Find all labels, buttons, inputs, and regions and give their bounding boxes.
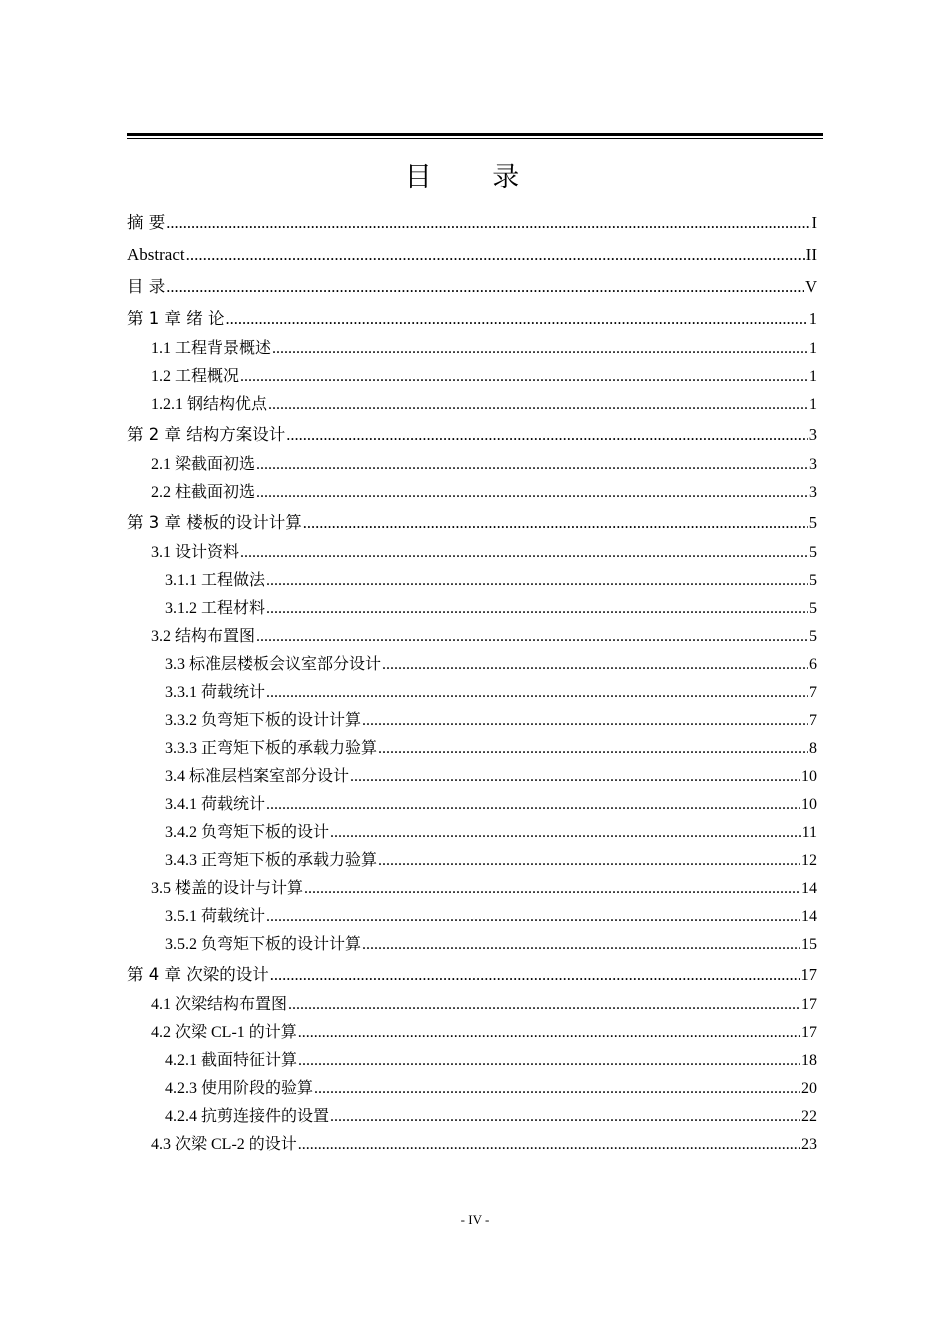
toc-entry-label: 4.2.3 使用阶段的验算 (165, 1080, 314, 1097)
toc-entry[interactable] (127, 1019, 817, 1047)
toc-entry-label: 3.5.1 荷载统计 (165, 908, 266, 925)
toc-leader-dots (166, 271, 804, 303)
toc-entry[interactable] (127, 391, 817, 419)
toc-entry-page-number: V (805, 277, 817, 296)
toc-leader-dots (266, 595, 808, 623)
toc-entry-page-number: 17 (801, 1024, 817, 1041)
toc-entry-page-number: 1 (809, 368, 817, 385)
toc-entry-label: 目 录 (127, 277, 166, 296)
toc-entry-page-number: 22 (801, 1108, 817, 1125)
toc-entry-page-number: 17 (801, 996, 817, 1013)
toc-entry[interactable] (127, 651, 817, 679)
toc-entry-page-number: 1 (809, 340, 817, 357)
toc-leader-dots (362, 707, 808, 735)
toc-leader-dots (272, 335, 808, 363)
toc-entry-page-number: 14 (801, 880, 817, 897)
toc-entry-page-number: 20 (801, 1080, 817, 1097)
toc-entry-label: 4.2.4 抗剪连接件的设置 (165, 1108, 330, 1125)
toc-entry-page-number: 11 (801, 824, 817, 841)
toc-entry-page-number: 5 (809, 628, 817, 645)
header-rule-thick (127, 133, 823, 136)
toc-leader-dots (303, 507, 808, 539)
toc-leader-dots (350, 763, 800, 791)
toc-leader-dots (268, 391, 808, 419)
toc-entry[interactable] (127, 419, 817, 451)
toc-entry-label: 2.1 梁截面初选 (151, 456, 256, 473)
toc-entry-label: 3.3 标准层楼板会议室部分设计 (165, 656, 382, 673)
toc-entry[interactable] (127, 239, 817, 271)
page-title: 目 录 (404, 162, 546, 193)
toc-entry-page-number: 7 (809, 712, 817, 729)
toc-leader-dots (256, 451, 808, 479)
toc-leader-dots (266, 791, 800, 819)
toc-entry[interactable] (127, 335, 817, 363)
toc-entry-page-number: 12 (801, 852, 817, 869)
toc-entry[interactable] (127, 819, 817, 847)
toc-leader-dots (256, 623, 808, 651)
header-rule-thin (127, 138, 823, 139)
toc-entry-label: 3.5.2 负弯矩下板的设计计算 (165, 936, 362, 953)
toc-entry-page-number: 8 (809, 740, 817, 757)
toc-entry-page-number: 10 (801, 768, 817, 785)
toc-entry-label: 3.3.2 负弯矩下板的设计计算 (165, 712, 362, 729)
toc-entry-page-number: II (805, 245, 817, 264)
toc-leader-dots (330, 819, 801, 847)
toc-entry-page-number: 5 (808, 513, 817, 532)
toc-leader-dots (304, 875, 800, 903)
toc-entry-page-number: 5 (809, 544, 817, 561)
toc-entry-label: 3.1.2 工程材料 (165, 600, 266, 617)
toc-entry-label: 4.2.1 截面特征计算 (165, 1052, 298, 1069)
toc-entry-label: 3.3.1 荷载统计 (165, 684, 266, 701)
toc-entry-page-number: 15 (801, 936, 817, 953)
toc-leader-dots (288, 991, 800, 1019)
toc-entry-page-number: 10 (801, 796, 817, 813)
toc-leader-dots (286, 419, 808, 451)
toc-leader-dots (362, 931, 800, 959)
toc-entry-page-number: 7 (809, 684, 817, 701)
toc-entry-page-number: I (811, 213, 817, 232)
toc-entry-page-number: 6 (809, 656, 817, 673)
table-of-contents (127, 207, 817, 1159)
toc-entry[interactable] (127, 991, 817, 1019)
toc-leader-dots (186, 239, 805, 271)
toc-entry[interactable] (127, 623, 817, 651)
toc-entry-label: 1.2 工程概况 (151, 368, 240, 385)
toc-entry[interactable] (127, 595, 817, 623)
toc-entry-page-number: 23 (801, 1136, 817, 1153)
toc-entry[interactable] (127, 1103, 817, 1131)
toc-entry[interactable] (127, 363, 817, 391)
toc-leader-dots (378, 847, 800, 875)
toc-entry-label: 4.3 次梁 CL-2 的设计 (151, 1136, 297, 1153)
toc-entry-page-number: 3 (808, 425, 817, 444)
toc-entry[interactable] (127, 507, 817, 539)
toc-entry[interactable] (127, 763, 817, 791)
toc-entry-label: 3.4.1 荷载统计 (165, 796, 266, 813)
toc-entry[interactable] (127, 931, 817, 959)
toc-leader-dots (166, 207, 810, 239)
toc-leader-dots (298, 1047, 800, 1075)
toc-entry-page-number: 3 (809, 484, 817, 501)
toc-entry-label: 第 4 章 次梁的设计 (127, 965, 269, 984)
toc-entry-page-number: 14 (801, 908, 817, 925)
page-number-footer: - IV - (460, 1212, 490, 1227)
toc-entry-page-number: 17 (800, 965, 817, 984)
toc-leader-dots (266, 679, 808, 707)
toc-leader-dots (240, 363, 808, 391)
toc-leader-dots (314, 1075, 800, 1103)
toc-entry[interactable] (127, 735, 817, 763)
toc-leader-dots (382, 651, 808, 679)
toc-entry[interactable] (127, 451, 817, 479)
toc-entry-label: 摘 要 (127, 213, 166, 232)
toc-leader-dots (378, 735, 808, 763)
toc-entry-label: 1.1 工程背景概述 (151, 340, 272, 357)
toc-entry-label: 3.1 设计资料 (151, 544, 240, 561)
toc-entry-label: 2.2 柱截面初选 (151, 484, 256, 501)
toc-entry-label: 3.1.1 工程做法 (165, 572, 266, 589)
toc-entry-page-number: 5 (809, 572, 817, 589)
toc-entry-label: 第 2 章 结构方案设计 (127, 425, 286, 444)
toc-entry[interactable] (127, 539, 817, 567)
toc-entry[interactable] (127, 791, 817, 819)
toc-leader-dots (330, 1103, 800, 1131)
toc-entry-label: 1.2.1 钢结构优点 (151, 396, 268, 413)
toc-entry[interactable] (127, 303, 817, 335)
toc-entry-label: 3.3.3 正弯矩下板的承载力验算 (165, 740, 378, 757)
toc-leader-dots (240, 539, 808, 567)
toc-entry[interactable] (127, 959, 817, 991)
toc-entry[interactable] (127, 1047, 817, 1075)
toc-leader-dots (298, 1131, 800, 1159)
toc-entry-label: 3.4.3 正弯矩下板的承载力验算 (165, 852, 378, 869)
toc-entry-page-number: 1 (808, 309, 817, 328)
toc-entry[interactable] (127, 707, 817, 735)
toc-entry-page-number: 3 (809, 456, 817, 473)
toc-leader-dots (266, 567, 808, 595)
toc-entry-label: 3.2 结构布置图 (151, 628, 256, 645)
toc-entry[interactable] (127, 1075, 817, 1103)
toc-leader-dots (256, 479, 808, 507)
toc-leader-dots (270, 959, 800, 991)
toc-entry[interactable] (127, 479, 817, 507)
toc-entry-page-number: 18 (801, 1052, 817, 1069)
toc-entry-label: 3.4.2 负弯矩下板的设计 (165, 824, 330, 841)
toc-entry[interactable] (127, 271, 817, 303)
toc-entry[interactable] (127, 875, 817, 903)
toc-entry[interactable] (127, 847, 817, 875)
toc-leader-dots (225, 303, 807, 335)
toc-entry-label: 3.4 标准层档案室部分设计 (165, 768, 350, 785)
toc-entry[interactable] (127, 207, 817, 239)
toc-entry-label: 4.1 次梁结构布置图 (151, 996, 288, 1013)
toc-entry-page-number: 5 (809, 600, 817, 617)
toc-entry[interactable] (127, 903, 817, 931)
toc-entry-label: 第 3 章 楼板的设计计算 (127, 513, 302, 532)
toc-entry-label: 3.5 楼盖的设计与计算 (151, 880, 304, 897)
toc-entry[interactable] (127, 679, 817, 707)
toc-leader-dots (298, 1019, 800, 1047)
toc-entry-label: 第 1 章 绪 论 (127, 309, 225, 328)
toc-entry-label: Abstract (127, 245, 185, 264)
toc-entry-page-number: 1 (809, 396, 817, 413)
toc-entry-label: 4.2 次梁 CL-1 的计算 (151, 1024, 297, 1041)
toc-leader-dots (266, 903, 800, 931)
toc-entry[interactable] (127, 567, 817, 595)
toc-entry[interactable] (127, 1131, 817, 1159)
